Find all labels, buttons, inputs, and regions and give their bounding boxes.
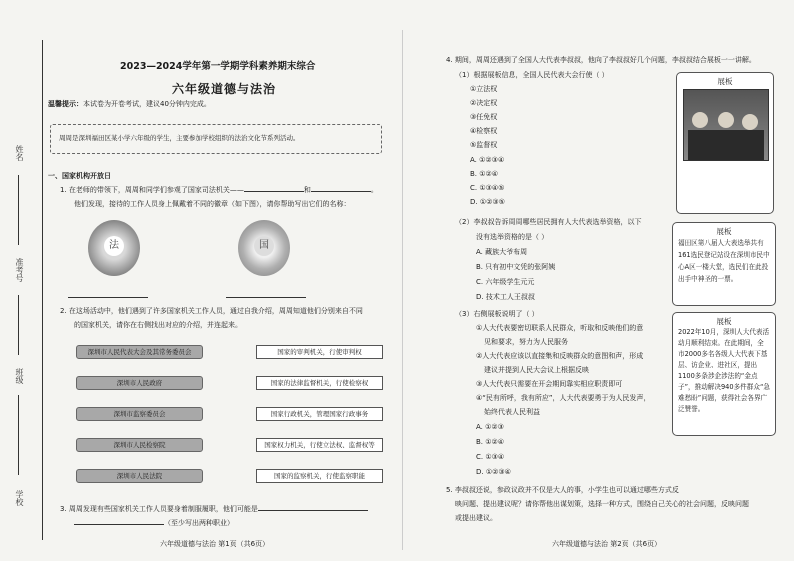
page-divider xyxy=(402,30,403,550)
q4-p1-option-d[interactable]: D. ①②③⑤ xyxy=(470,198,505,206)
exam-title: 2023—2024学年第一学期学科素养期末综合 xyxy=(120,61,316,72)
q4-p3-option-d[interactable]: D. ①②③④ xyxy=(476,468,511,476)
function-box-2[interactable]: 国家的法律监督机关，行使检察权 xyxy=(256,376,383,390)
board-3-text: 2022年10月，深圳人大代表活动月顺利结束。在此期间，全市2000多名各级人大代表下基层、访企业、进社区，提出1100多条涉企涉法的“金点子”，推动解决940多件群众“急难愁盼”问题，获得社会各界广泛赞誉。 xyxy=(678,328,770,413)
board-2-text: 福田区第八届人大表选举共有161选民登记站设在深圳市民中心A区一楼大堂，选民们在此投出手中神圣的一票。 xyxy=(678,239,770,283)
class-line xyxy=(18,395,19,475)
procuratorate-emblem-icon: 国 xyxy=(238,220,290,276)
q3-line2: （至少写出两种职业） xyxy=(74,519,234,528)
q1-line2: 他们发现，接待的工作人员身上佩戴着不同的徽章（如下图），请你帮助写出它们的名称： xyxy=(74,200,351,208)
section-heading: 一、国家机构开放日 xyxy=(48,172,111,180)
q4-p1-item-3: ③任免权 xyxy=(470,113,498,121)
function-box-4[interactable]: 国家权力机关，行使立法权、监督权等 xyxy=(256,438,383,452)
agency-box-2[interactable]: 深圳市人民政府 xyxy=(76,376,203,390)
footer-left: 六年级道德与法治 第1页（共6页） xyxy=(160,540,270,548)
q4-p1-option-a[interactable]: A. ①②③④ xyxy=(470,156,505,164)
q3-blank-2[interactable] xyxy=(74,524,164,525)
tip-text: 本试卷为开卷考试，建议40分钟内完成。 xyxy=(83,100,211,108)
exam-no-line xyxy=(18,295,19,355)
q5-line2: 映问题、提出建议呢？请你帮他出谋划策，选择一种方式，围绕自己关心的社会问题，反映问题 xyxy=(455,500,749,508)
name-label: 姓名 xyxy=(15,145,24,161)
q4-p3-item-3: ③人大代表只需要在开会期间靠实相应职责即可 xyxy=(476,380,623,388)
q4-p1-item-4: ④检察权 xyxy=(470,127,498,135)
board-3 xyxy=(672,312,776,436)
q3-line1: 3. 周周发现有些国家机关工作人员要身着制服履职，他们可能是 xyxy=(60,505,368,514)
board-1 xyxy=(676,72,774,214)
board-3-title: 展板 xyxy=(716,317,732,326)
board-1-title: 展板 xyxy=(717,77,733,86)
intro-text: 周周是深圳福田区某小学六年级的学生，主要参加学校组织的法治文化节系列活动。 xyxy=(59,134,300,142)
tip-label: 温馨提示： xyxy=(48,100,83,108)
exam-no-label: 准考号 xyxy=(15,258,24,282)
footer-right: 六年级道德与法治 第2页（共6页） xyxy=(552,540,662,548)
court-emblem-icon: 法 xyxy=(88,220,140,276)
q4-p2-option-c[interactable]: C. 六年级学生元元 xyxy=(476,278,535,286)
q4-p2-option-d[interactable]: D. 技术工人王叔叔 xyxy=(476,293,535,301)
function-box-1[interactable]: 国家的审判机关，行使审判权 xyxy=(256,345,383,359)
emblem-answer-1[interactable] xyxy=(68,297,148,298)
tip xyxy=(48,100,211,109)
q1-blank-1[interactable] xyxy=(244,191,304,192)
board-2 xyxy=(672,222,776,306)
q4-p3-option-c[interactable]: C. ①③④ xyxy=(476,453,505,461)
q4-p2-line1: （2）李叔叔告诉周周哪些居民拥有人大代表选举资格，以下 xyxy=(455,218,642,226)
agency-box-1[interactable]: 深圳市人民代表大会及其常务委员会 xyxy=(76,345,203,359)
q4-p1-option-b[interactable]: B. ①②④ xyxy=(470,170,499,178)
emblem-answer-2[interactable] xyxy=(226,297,306,298)
q4-p1-item-5: ⑤监督权 xyxy=(470,141,498,149)
q4-p3-option-b[interactable]: B. ①②④ xyxy=(476,438,505,446)
q4-p3-item-2: ②人大代表应该以直接集和反映群众的意图和声，形成 xyxy=(476,352,644,360)
exam-subtitle: 六年级道德与法治 xyxy=(172,82,277,96)
q4-p1-option-c[interactable]: C. ①③④⑤ xyxy=(470,184,505,192)
agency-box-4[interactable]: 深圳市人民检察院 xyxy=(76,438,203,452)
q4-p2-line2: 没有选举资格的是（ ） xyxy=(476,233,549,241)
q4-p2-option-a[interactable]: A. 藏族大爷布周 xyxy=(476,248,528,256)
q4-p1-item-1: ①立法权 xyxy=(470,85,498,93)
q4-line1: 4. 期间，周周还遇到了全国人大代表李叔叔，他向了李叔叔好几个问题，李叔叔结合展板一一讲解。 xyxy=(446,56,756,64)
q1-blank-2[interactable] xyxy=(311,191,371,192)
q4-p3-option-a[interactable]: A. ①②③ xyxy=(476,423,504,431)
q4-p3-item-1: ①人大代表要密切联系人民群众，听取和反映他们的意 xyxy=(476,324,644,332)
agency-box-5[interactable]: 深圳市人民法院 xyxy=(76,469,203,483)
q4-p3-item-4b: 始终代表人民利益 xyxy=(484,408,540,416)
school-label: 学校 xyxy=(15,490,24,506)
q4-p3-item-2b: 建议并提到人民大会议上根据反映 xyxy=(484,366,589,374)
q4-p1: （1）根据展板信息，全国人民代表大会行使（ ） xyxy=(455,71,609,79)
q2-line2: 的国家机关，请你在右侧找出对应的介绍，并连起来。 xyxy=(74,321,242,329)
q4-p3: （3）右侧展板说明了（ ） xyxy=(455,310,539,318)
q5-line1: 5. 李叔叔还说，参政议政并不仅是大人的事，小学生也可以通过哪些方式反 xyxy=(446,486,679,494)
name-line xyxy=(18,175,19,245)
q3-blank-1[interactable] xyxy=(258,510,368,511)
agency-box-3[interactable]: 深圳市监察委员会 xyxy=(76,407,203,421)
photo-people-icon xyxy=(683,89,769,161)
board-2-title: 展板 xyxy=(716,227,732,236)
function-box-5[interactable]: 国家的监察机关，行使监察职能 xyxy=(256,469,383,483)
function-box-3[interactable]: 国家行政机关，管理国家行政事务 xyxy=(256,407,383,421)
class-label: 班级 xyxy=(15,368,24,384)
q4-p3-item-1b: 见和要求，努力为人民服务 xyxy=(484,338,568,346)
q4-p2-option-b[interactable]: B. 只有初中文凭的张阿姨 xyxy=(476,263,556,271)
q2-line1: 2. 在这场活动中，他们遇到了许多国家机关工作人员，通过自我介绍，周周知道他们分别来自不同 xyxy=(60,307,363,315)
margin-rule xyxy=(42,40,43,540)
q5-line3: 或提出建议。 xyxy=(455,514,497,522)
q4-p3-item-4: ④“民有所呼，我有所应”，人大代表要勇于为人民发声， xyxy=(476,394,651,402)
intro-box xyxy=(50,124,382,154)
q4-p1-item-2: ②决定权 xyxy=(470,99,498,107)
q1-line1: 1. 在老师的带领下，周周和同学们参观了国家司法机关—— 和 。 xyxy=(60,186,378,194)
